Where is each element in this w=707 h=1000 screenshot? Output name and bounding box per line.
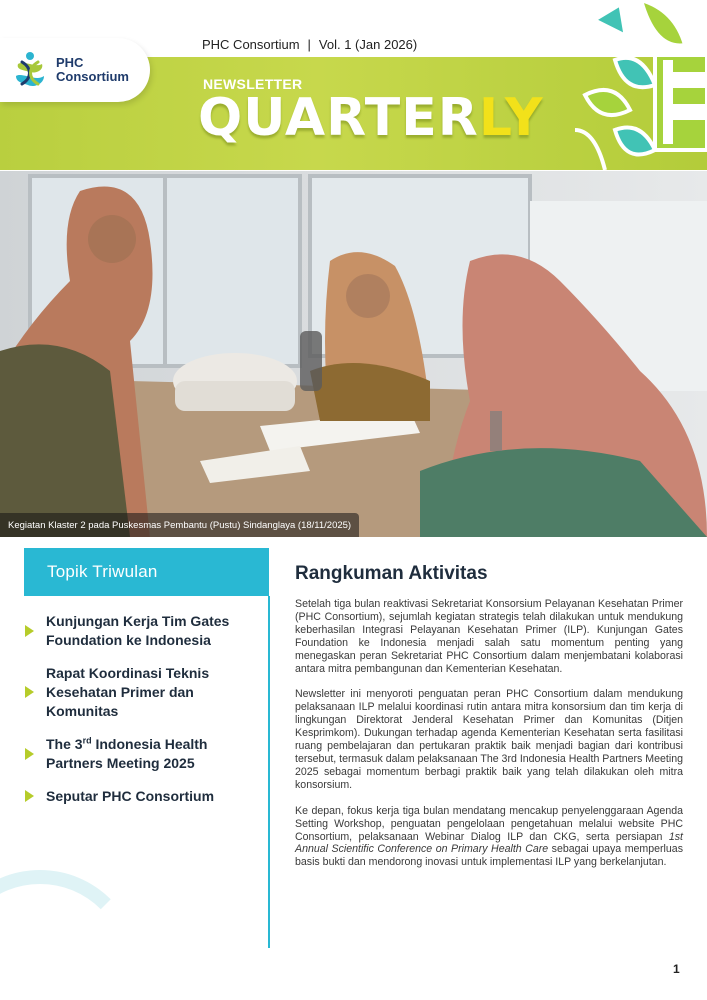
cover-photo-illustration <box>0 171 707 537</box>
decorative-arc <box>0 870 140 1000</box>
topic-item-label-pre: The 3 <box>46 736 83 752</box>
topic-item-label-post: Indonesia Health Partners Meeting 2025 <box>46 736 208 771</box>
topics-divider <box>268 596 270 948</box>
article-paragraph-1: Setelah tiga bulan reaktivasi Sekretariat Konsorsium Pelayanan Kesehatan Primer (PHC Consortium), sejumlah kegiatan strategis telah dilakukan untuk mendukung keberhasilan Integrasi Pelayanan Kesehatan Primer (ILP). Kunjungan Gates Foundation ke Indonesia menjadi salah satu momentum penting yang menegaskan peran Sekretariat PHC Consortium dalam menjembatani kolaborasi antara mitra pembangunan dan Kementerian Kesehatan. <box>295 598 683 675</box>
logo-tab <box>0 38 150 102</box>
topic-item-label: Kunjungan Kerja Tim Gates Foundation ke Indonesia <box>46 613 230 648</box>
newsletter-label-part1: NEWS <box>203 76 247 92</box>
newsletter-title-accent: LY <box>478 88 544 148</box>
article-paragraph-2: Newsletter ini menyoroti penguatan peran PHC Consortium dalam mendukung pelaksanaan ILP melalui koordinasi rutin antara mitra konsorsium dan tim kerja di lingkungan Direktorat Jenderal Kesehatan Primer dan Komunitas (Ditjen Kesprimkom). Dukungan terhadap agenda Kementerian Kesehatan serta fasilitasi ruang pembelajaran dan pertukaran praktik baik menjadi bagian dari kontribusi tersebut, termasuk dalam pelaksanaan The 3rd Indonesia Health Partners Meeting 2025 sebagai momentum berbagi praktik baik yang telah dilakukan oleh mitra konsorsium. <box>295 688 683 791</box>
arrow-right-icon <box>25 686 34 698</box>
newsletter-label-part2: LETTER <box>246 76 303 92</box>
logo-text-line2: Consortium <box>56 69 129 84</box>
volume-label: Vol. 1 (Jan 2026) <box>318 37 418 52</box>
article-paragraph-3 <box>295 805 683 870</box>
arrow-right-icon <box>25 790 34 802</box>
topic-item[interactable] <box>24 787 259 806</box>
phc-logo-icon <box>10 50 50 90</box>
topics-list <box>24 612 259 806</box>
logo-wordmark <box>56 56 129 84</box>
newsletter-title <box>198 90 544 146</box>
arrow-right-icon <box>25 748 34 760</box>
topics-header <box>24 548 269 596</box>
topic-item-label-sup: rd <box>82 735 92 746</box>
issue-separator: | <box>307 37 311 52</box>
photo-caption: Kegiatan Klaster 2 pada Puskesmas Pembantu (Pustu) Sindanglaya (18/11/2025) <box>0 513 359 537</box>
issue-line <box>202 37 417 52</box>
logo-text-line1: PHC <box>56 55 84 70</box>
topic-item[interactable] <box>24 612 259 650</box>
cover-photo <box>0 171 707 537</box>
arrow-right-icon <box>25 625 34 637</box>
page-number: 1 <box>673 962 680 976</box>
article-title: Rangkuman Aktivitas <box>295 563 488 584</box>
decorative-pattern-icon <box>575 0 707 170</box>
masthead <box>0 0 707 170</box>
article-paragraph-3-emphasis: 1st Annual Scientific Conference on Primary Health Care <box>295 830 683 856</box>
topics-title: Topik Triwulan <box>47 562 158 581</box>
topic-item[interactable] <box>24 664 259 721</box>
article-paragraph-3-part-a: Ke depan, fokus kerja tiga bulan mendatang mencakup penyelenggaraan Agenda Setting Workshop, penguatan pengelolaan pengetahuan melalui website PHC Consortium, pelaksanaan Webinar Dialog ILP dan CKG, serta persiapan <box>295 804 683 843</box>
topic-item-label <box>46 736 208 771</box>
publisher-name: PHC Consortium <box>202 37 300 52</box>
article-body <box>295 598 683 869</box>
topic-item-label: Seputar PHC Consortium <box>46 788 215 804</box>
topic-item[interactable] <box>24 735 259 773</box>
newsletter-title-main: QUARTER <box>198 88 479 148</box>
topic-item-label: Rapat Koordinasi Teknis Kesehatan Primer dan Komunitas <box>46 665 210 719</box>
article-paragraph-3-part-b: sebagai upaya memperluas basis bukti dan mendorong inovasi untuk implementasi ILP yang berkelanjutan. <box>295 843 683 869</box>
